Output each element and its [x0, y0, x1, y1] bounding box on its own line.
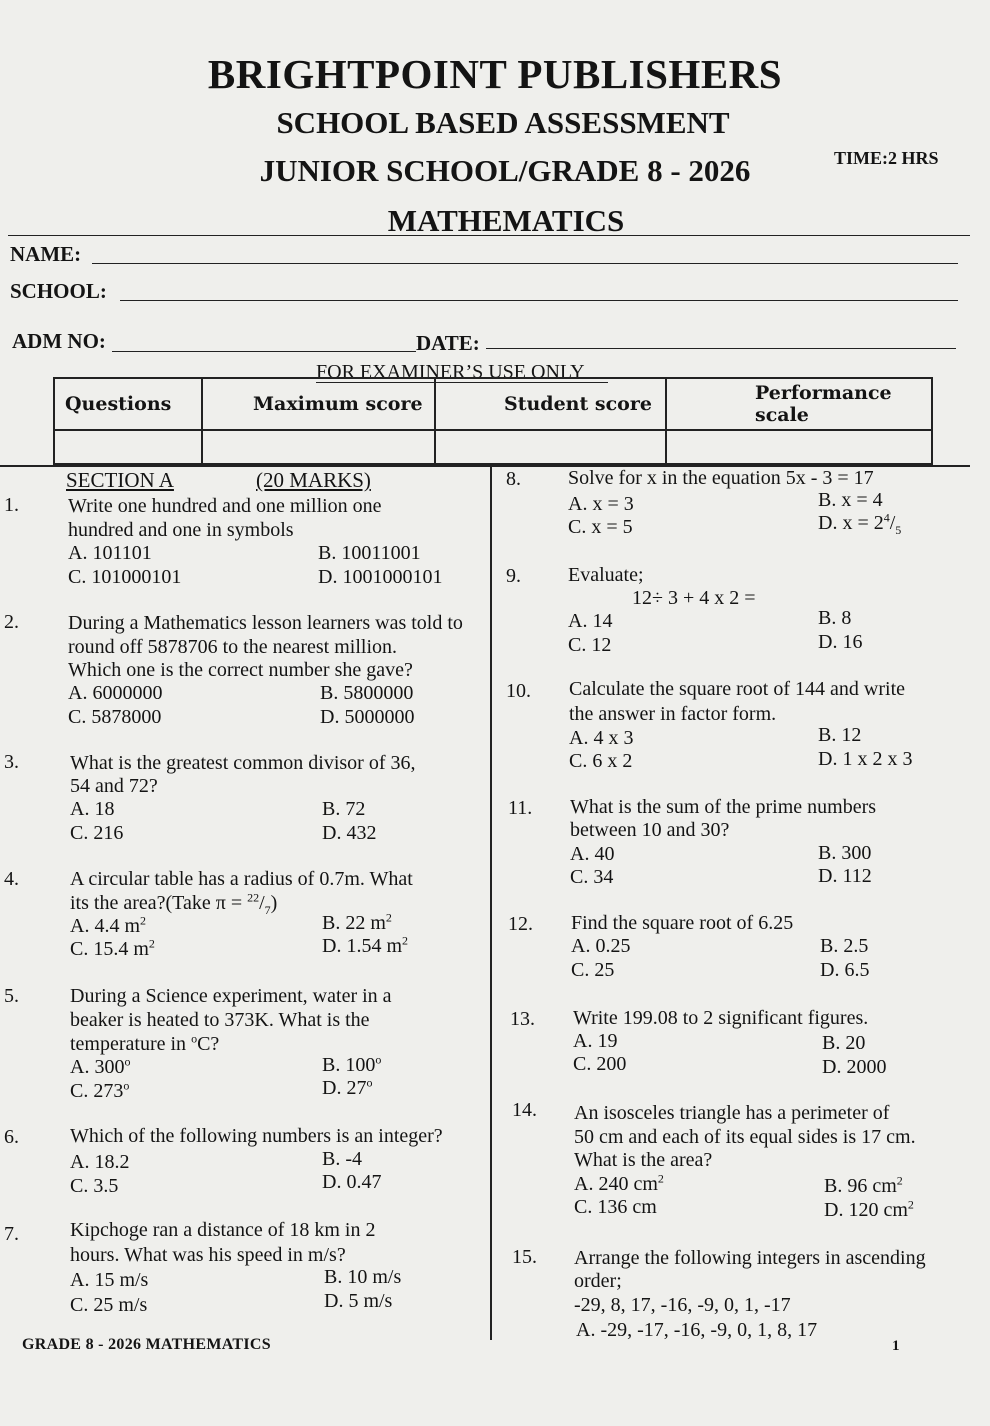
q6-option-c[interactable]: C. 3.5 [70, 1175, 119, 1197]
q8-text-line1: Solve for x in the equation 5x - 3 = 17 [568, 467, 874, 489]
section-title: SECTION A [66, 468, 174, 492]
q14-option-d[interactable] [824, 1198, 914, 1222]
q5-text-line3-main: temperature in [70, 1033, 192, 1055]
q6-text-line1: Which of the following numbers is an integer? [70, 1125, 443, 1147]
q1-number: 1. [4, 494, 19, 516]
q12-option-d[interactable]: D. 6.5 [820, 959, 870, 981]
q14-option-d-sq: 2 [907, 1197, 914, 1212]
q5-option-a[interactable] [70, 1055, 130, 1079]
q8-option-d-num: 4 [883, 510, 890, 525]
q2-option-c[interactable]: C. 5878000 [68, 706, 162, 728]
q7-text-line1: Kipchoge ran a distance of 18 km in 2 [70, 1219, 376, 1241]
q3-number: 3. [4, 751, 19, 773]
q10-option-b[interactable]: B. 12 [818, 724, 862, 746]
q15-number: 15. [512, 1246, 537, 1268]
q13-option-a[interactable]: A. 19 [573, 1030, 618, 1052]
q14-text-line1: An isosceles triangle has a perimeter of [574, 1102, 890, 1124]
q6-number: 6. [4, 1126, 19, 1148]
q15-text-line2: order; [574, 1270, 622, 1292]
q2-text-line2: round off 5878706 to the nearest million. [68, 636, 398, 658]
q5-option-c-deg: o [123, 1078, 130, 1093]
q14-option-a-sq: 2 [657, 1171, 664, 1186]
q9-text-line1: Evaluate; [568, 564, 644, 586]
q4-close-paren: ) [270, 892, 278, 914]
q5-option-c[interactable] [70, 1079, 129, 1103]
q10-text-line2: the answer in factor form. [569, 703, 777, 725]
header-student-score: Student score [435, 378, 666, 430]
q9-option-d[interactable]: D. 16 [818, 631, 863, 653]
cell-performance-scale[interactable] [666, 430, 932, 464]
q13-number: 13. [510, 1008, 535, 1030]
q5-text-line3 [70, 1032, 219, 1056]
q11-option-c[interactable]: C. 34 [570, 866, 614, 888]
q10-option-a[interactable]: A. 4 x 3 [569, 727, 634, 749]
q3-option-a[interactable]: A. 18 [70, 798, 115, 820]
q15-option-a[interactable]: A. -29, -17, -16, -9, 0, 1, 8, 17 [576, 1319, 818, 1341]
q5-option-b-text: B. 100 [322, 1054, 376, 1076]
q5-text-line1: During a Science experiment, water in a [70, 985, 392, 1007]
school-field[interactable] [120, 300, 958, 301]
q2-option-a[interactable]: A. 6000000 [68, 682, 163, 704]
q9-option-a[interactable]: A. 14 [568, 610, 613, 632]
q13-text-line1: Write 199.08 to 2 significant figures. [573, 1007, 869, 1029]
q11-text-line2: between 10 and 30? [570, 819, 730, 841]
publisher-title: BRIGHTPOINT PUBLISHERS [207, 51, 783, 97]
q4-text-line1: A circular table has a radius of 0.7m. What [70, 868, 413, 890]
q4-option-c-text: C. 15.4 m [70, 938, 149, 960]
q9-option-b[interactable]: B. 8 [818, 607, 852, 629]
q6-option-d[interactable]: D. 0.47 [322, 1171, 382, 1193]
q8-option-a[interactable]: A. x = 3 [568, 493, 634, 515]
q5-degree: o [191, 1031, 198, 1046]
q1-option-d[interactable]: D. 1001000101 [318, 566, 443, 588]
adm-no-label: ADM NO: [12, 329, 106, 353]
q4-option-d[interactable] [322, 934, 408, 958]
q8-option-d[interactable]: D. $x = 2^4/_5$ [818, 510, 902, 537]
q1-option-c[interactable]: C. 101000101 [68, 566, 182, 588]
q2-number: 2. [4, 611, 19, 633]
q5-option-c-text: C. 273 [70, 1080, 124, 1102]
q4-option-b-sq: 2 [385, 910, 392, 925]
q13-option-b[interactable]: B. 20 [822, 1032, 866, 1054]
q3-option-b[interactable]: B. 72 [322, 798, 366, 820]
q4-option-a[interactable] [70, 914, 146, 938]
q5-text-line3-end: C? [197, 1033, 220, 1055]
header-rule [8, 235, 970, 236]
q10-option-c[interactable]: C. 6 x 2 [569, 750, 633, 772]
q14-number: 14. [512, 1099, 537, 1121]
q14-option-a-text: A. 240 cm [574, 1173, 658, 1195]
section-marks: (20 MARKS) [256, 468, 371, 492]
q14-option-b-sq: 2 [896, 1173, 903, 1188]
q4-frac-num: 22 [247, 890, 260, 905]
q8-option-d-text: D. x = 2 [818, 512, 884, 534]
q10-option-d[interactable]: D. 1 x 2 x 3 [818, 748, 913, 770]
footer-label: GRADE 8 - 2026 MATHEMATICS [22, 1336, 271, 1353]
q10-text-line1: Calculate the square root of 144 and write [569, 678, 905, 700]
q4-option-d-text: D. 1.54 m [322, 935, 402, 957]
q1-text-line2: hundred and one in symbols [68, 519, 294, 541]
column-divider [490, 466, 492, 1340]
cell-max-score[interactable] [202, 430, 435, 464]
q8-option-c[interactable]: C. x = 5 [568, 516, 633, 538]
q5-number: 5. [4, 985, 19, 1007]
q13-option-c[interactable]: C. 200 [573, 1053, 627, 1075]
q2-text-line3: Which one is the correct number she gave? [68, 659, 413, 681]
q4-option-b-text: B. 22 m [322, 912, 386, 934]
subject-title: MATHEMATICS [387, 203, 625, 238]
q4-option-c-sq: 2 [148, 936, 155, 951]
q11-text-line1: What is the sum of the prime numbers [570, 796, 877, 818]
q4-option-a-sq: 2 [140, 913, 146, 928]
examiner-title: FOR EXAMINER’S USE ONLY [316, 361, 585, 383]
assessment-title: SCHOOL BASED ASSESSMENT [276, 105, 730, 140]
q14-text-line2: 50 cm and each of its equal sides is 17 cm. [574, 1126, 916, 1148]
q6-option-b[interactable]: B. -4 [322, 1148, 362, 1170]
q6-option-a[interactable]: A. 18.2 [70, 1151, 130, 1173]
q7-option-c[interactable]: C. 25 m/s [70, 1294, 148, 1316]
page-number: 1 [892, 1338, 900, 1354]
header-performance-scale: Performance scale [666, 378, 932, 430]
q11-option-b[interactable]: B. 300 [818, 842, 872, 864]
q14-option-b-text: B. 96 cm [824, 1175, 897, 1197]
header-max-score: Maximum score [202, 378, 435, 430]
q4-text-line2: its the area?(Take $\pi = ^{22}/_7$) [70, 890, 278, 917]
q4-option-d-sq: 2 [402, 933, 408, 948]
q9-expression: 12÷ 3 + 4 x 2 = [632, 587, 756, 609]
q5-option-d-text: D. 27 [322, 1077, 367, 1099]
q12-option-a[interactable]: A. 0.25 [571, 935, 631, 957]
q7-text-line2: hours. What was his speed in m/s? [70, 1244, 346, 1266]
q15-text-line1: Arrange the following integers in ascending [574, 1247, 926, 1269]
q1-option-b[interactable]: B. 10011001 [318, 542, 421, 564]
date-label: DATE: [416, 331, 480, 355]
q5-option-b[interactable] [322, 1053, 381, 1077]
q14-option-d-text: D. 120 cm [824, 1199, 908, 1221]
q14-text-line3: What is the area? [574, 1149, 713, 1171]
q14-option-c[interactable]: C. 136 cm [574, 1196, 657, 1218]
q3-text-line1: What is the greatest common divisor of 36, [70, 752, 416, 774]
q12-number: 12. [508, 913, 533, 935]
examiner-table [53, 377, 933, 465]
q4-option-a-text: A. 4.4 m [70, 915, 140, 937]
q14-option-a[interactable] [574, 1172, 664, 1196]
q12-option-c[interactable]: C. 25 [571, 959, 615, 981]
q3-option-c[interactable]: C. 216 [70, 822, 124, 844]
q1-option-a[interactable]: A. 101101 [68, 542, 152, 564]
q8-option-d-den: 5 [895, 523, 902, 537]
q4-number: 4. [4, 868, 19, 890]
q9-number: 9. [506, 565, 521, 587]
header-questions: Questions [54, 378, 202, 430]
q5-option-a-deg: o [124, 1054, 131, 1069]
grade-title: JUNIOR SCHOOL/GRADE 8 - 2026 [259, 153, 751, 188]
time-allowed: TIME:2 HRS [834, 148, 939, 168]
q7-option-d[interactable]: D. 5 m/s [324, 1290, 393, 1312]
name-field[interactable] [92, 263, 958, 264]
date-field[interactable] [486, 348, 956, 349]
q1-text-line1: Write one hundred and one million one [68, 495, 382, 517]
q9-option-c[interactable]: C. 12 [568, 634, 612, 656]
cell-questions[interactable] [54, 430, 202, 464]
q4-frac-den: 7 [264, 903, 271, 917]
q2-option-d[interactable]: D. 5000000 [320, 706, 415, 728]
q7-number: 7. [4, 1223, 19, 1245]
q11-option-a[interactable]: A. 40 [570, 843, 615, 865]
school-label: SCHOOL: [10, 279, 107, 303]
q5-text-line2: beaker is heated to 373K. What is the [70, 1009, 370, 1031]
q11-option-d[interactable]: D. 112 [818, 865, 872, 887]
q2-option-b[interactable]: B. 5800000 [320, 682, 414, 704]
q11-number: 11. [508, 797, 533, 819]
q5-option-d[interactable] [322, 1076, 372, 1100]
q4-option-b[interactable] [322, 911, 392, 935]
cell-student-score[interactable] [435, 430, 666, 464]
q5-option-b-deg: o [375, 1052, 382, 1067]
adm-no-field[interactable] [112, 351, 416, 352]
q2-text-line1: During a Mathematics lesson learners was told to [68, 612, 463, 634]
q10-number: 10. [506, 680, 531, 702]
q3-text-line2: 54 and 72? [70, 775, 158, 797]
q13-option-d[interactable]: D. 2000 [822, 1056, 887, 1078]
q3-option-d[interactable]: D. 432 [322, 822, 377, 844]
name-label: NAME: [10, 242, 82, 266]
q7-option-a[interactable]: A. 15 m/s [70, 1269, 149, 1291]
q15-text-line3: -29, 8, 17, -16, -9, 0, 1, -17 [574, 1294, 791, 1316]
q5-option-d-deg: o [366, 1075, 373, 1090]
q4-option-c[interactable] [70, 937, 155, 961]
q8-number: 8. [506, 468, 521, 490]
q14-option-b[interactable] [824, 1174, 903, 1198]
q12-option-b[interactable]: B. 2.5 [820, 935, 869, 957]
q12-text-line1: Find the square root of 6.25 [571, 912, 794, 934]
q7-option-b[interactable]: B. 10 m/s [324, 1266, 402, 1288]
q5-option-a-text: A. 300 [70, 1056, 125, 1078]
q8-option-b[interactable]: B. x = 4 [818, 489, 883, 511]
q4-text-line2-main: its the area?(Take π = [70, 892, 248, 914]
